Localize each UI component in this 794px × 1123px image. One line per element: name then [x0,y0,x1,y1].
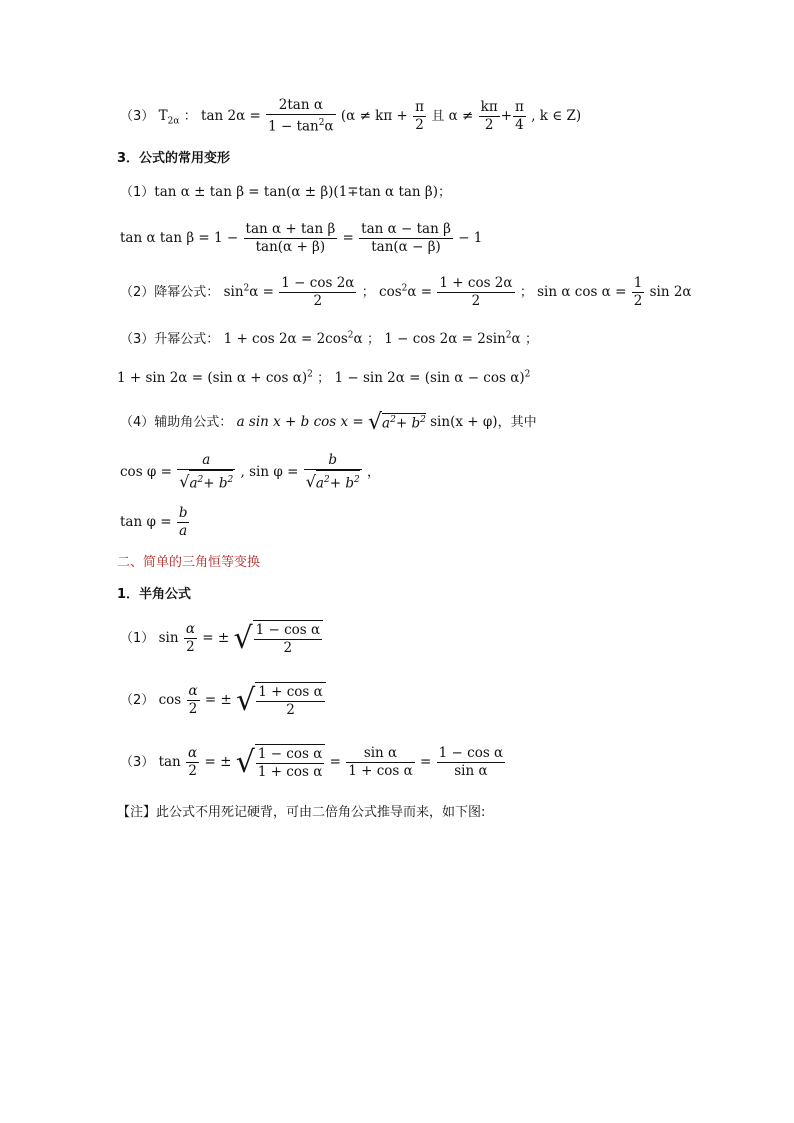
fraction: $\frac{\pi}{2}$ [415,98,425,133]
power-raising-line: （3）升幂公式： $1 + \cos 2\alpha = 2\cos^2\alpha$ ； $1 - \cos 2\alpha = 2\sin^2\alpha$ ； [120,330,538,347]
chapter-heading: 二、简单的三角恒等变换 [117,555,261,570]
formula-line: cos φ = $\frac{a}{√a^2+ b^2}$ , sin φ = $\frac{b}{√a^2+ b^2}$ ， [120,452,381,492]
formula-line: tan φ = $\frac{b}{a}$ [120,505,188,539]
half-angle-sin-line: （1） sin $\frac{\alpha}{2}$ = ± √ $\frac{\text{1 − cos α}}{2}$ [120,620,794,657]
fraction: $\frac{k\pi}{2}$ [480,98,498,133]
half-angle-cos-line: （2） cos $\frac{\alpha}{2}$ = ± √ $\frac{\text{1 + cos α}}{2}$ [120,682,794,719]
item-label: （3） [120,108,155,124]
formula-line: （1）tan α ± tan β = tan(α ± β)(1∓tan α tan β)； [120,184,452,200]
section-heading: 1．半角公式 [117,587,192,602]
power-reduction-line: （2）降幂公式： $\sin^2\alpha$ = $\frac{1 - \cos 2\alpha}{2}$ ； $\cos^2\alpha$ = $\frac{1 + \cos 2\alpha}{2}$ ； sin α cos α = $\frac{1}{2}$ sin 2α [120,275,692,309]
formula-line: tan α tan β = 1 − $\frac{\text{tan α + tan β}}{\tan(\alpha + \beta)}$ = $\frac{\text{tan α − tan β}}{\tan(\alpha - \beta)}$ − 1 [120,221,483,255]
auxiliary-angle-line: （4）辅助角公式： a sin x + b $\cos x = √a^2+ b^2$ sin(x + φ)，其中 [120,410,537,435]
section-heading: 3．公式的常用变形 [117,151,231,166]
tan-double-angle-line: （3） $T_{2\alpha}$ ： tan 2α = $\frac{\text{2tan α}}{1 - \tan^2\alpha}$ (α ≠ kπ + $\frac{\pi}{2}$ 且 α ≠ $\frac{k\pi}{2}$ + $\frac{\pi}{4}$ , k ∈ Z) [120,97,582,135]
note-text: 【注】此公式不用死记硬背，可由二倍角公式推导而来，如下图: [117,805,486,820]
fraction: $\frac{\pi}{4}$ [515,98,524,133]
half-angle-tan-line: （3） tan $\frac{\alpha}{2}$ = ± √ $\frac{\text{1 − cos α}}{\text{1 + cos α}}$ = $\frac{\text{sin α}}{\text{1 + cos α}}$ = $\frac{\text{1 − cos α}}{\text{sin α}}$ [120,745,504,780]
fraction: $\frac{\text{2tan α}}{1 - \tan^2\alpha}$ [268,97,334,135]
formula-line: 1 + sin 2α = (sin α + cos α)$^2$ ； 1 − sin 2α = (sin α − cos α)$^2$ [117,369,531,386]
